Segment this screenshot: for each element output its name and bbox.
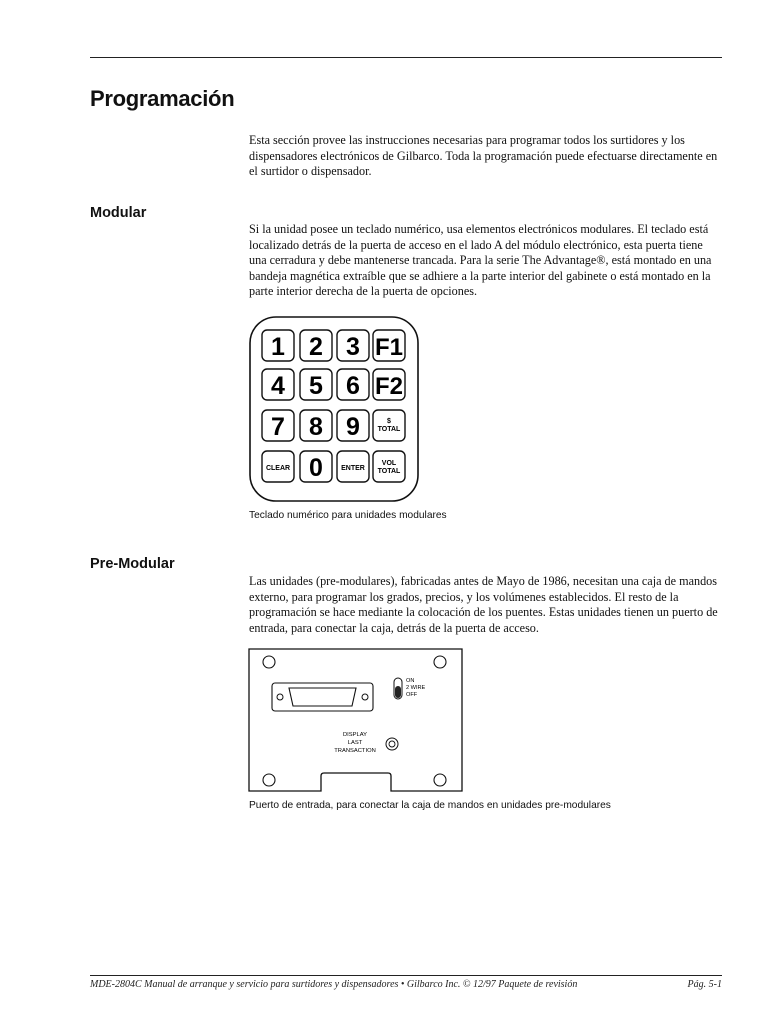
key-enter	[337, 451, 369, 482]
port-panel-figure	[248, 648, 464, 794]
display-label-line2: LAST	[347, 740, 363, 746]
key-0-label: 0	[309, 454, 323, 482]
key-f1-label: F1	[374, 334, 404, 361]
premodular-paragraph: Las unidades (pre-modulares), fabricadas antes de Mayo de 1986, necesitan una caja de mandos externo, para programar los grados, precios, y los volúmenes establecidos. El resto de la programación se hace mediante la colocación de los puentes. Estas unidades tienen un puerto de entrada, para conectar la caja, detrás de la puerta de acceso.	[249, 574, 718, 635]
display-label-line1: DISPLAY	[342, 732, 368, 738]
switch-on-label: ON	[406, 678, 415, 684]
key-7-label: 7	[271, 413, 285, 441]
key-8	[300, 410, 332, 441]
port-caption: Puerto de entrada, para conectar la caja de mandos en unidades pre-modulares	[249, 800, 611, 811]
key-1	[262, 330, 294, 361]
switch-off-label: OFF	[406, 692, 418, 698]
modular-heading: Modular	[90, 205, 147, 221]
key-0	[300, 451, 332, 482]
keypad-figure	[248, 315, 422, 503]
key-5	[300, 369, 332, 400]
key-f2-label: F2	[374, 373, 404, 400]
premodular-heading: Pre-Modular	[90, 556, 175, 572]
key-4-label: 4	[271, 372, 285, 400]
key-9	[337, 410, 369, 441]
switch-wire-label: 2 WIRE	[406, 685, 426, 691]
key-8-label: 8	[309, 413, 323, 441]
db-connector-icon	[272, 683, 373, 711]
key-dollar-label: TOTAL	[377, 426, 401, 433]
key-clear	[262, 451, 294, 482]
key-6	[337, 369, 369, 400]
key-2-label: 2	[309, 333, 323, 361]
display-label-line3: TRANSACTION	[334, 748, 376, 754]
key-f2	[373, 369, 405, 400]
top-rule	[90, 57, 722, 58]
key-f1	[373, 330, 405, 361]
mounting-hole-icon	[434, 656, 446, 668]
page-title: Programación	[90, 86, 235, 111]
key-dollar-total	[373, 410, 405, 441]
key-3	[337, 330, 369, 361]
modular-paragraph: Si la unidad posee un teclado numérico, usa elementos electrónicos modulares. El teclado está localizado detrás de la puerta de acceso en el lado A del módulo electrónico, esta puerta tiene una cerradura y debe mantenerse trancada. Para la serie The Advantage®, está montado en una bandeja magnética extraíble que se adhiere a la parte interior del gabinete o está montado en la parte interior derecha de la puerta de opciones.	[249, 222, 712, 299]
mounting-hole-icon	[434, 774, 446, 786]
key-vol-total	[373, 451, 405, 482]
key-vol-line1: VOL	[381, 460, 397, 467]
key-4	[262, 369, 294, 400]
mounting-hole-icon	[263, 774, 275, 786]
intro-paragraph: Esta sección provee las instrucciones necesarias para programar todos los surtidores y los dispensadores electrónicos de Gilbarco. Toda la programación puede efectuarse directamente en el surtidor o dispensador.	[249, 133, 718, 179]
key-7	[262, 410, 294, 441]
page-number: Pág. 5-1	[687, 979, 722, 990]
key-6-label: 6	[346, 372, 360, 400]
key-5-label: 5	[309, 372, 323, 400]
mounting-hole-icon	[263, 656, 275, 668]
display-button-icon	[386, 738, 398, 750]
key-9-label: 9	[346, 413, 360, 441]
key-2	[300, 330, 332, 361]
key-clear-label: CLEAR	[265, 465, 291, 472]
key-enter-label: ENTER	[341, 465, 365, 472]
key-dollar-symbol: $	[387, 418, 391, 425]
toggle-switch-icon	[394, 678, 402, 699]
footer-left: MDE-2804C Manual de arranque y servicio para surtidores y dispensadores • Gilbarco Inc. © 12/97 Paquete de revisión	[90, 979, 578, 990]
key-1-label: 1	[271, 333, 285, 361]
key-3-label: 3	[346, 333, 360, 361]
bottom-rule	[90, 975, 722, 976]
key-vol-line2: TOTAL	[377, 468, 401, 475]
keypad-caption: Teclado numérico para unidades modulares	[249, 510, 447, 521]
